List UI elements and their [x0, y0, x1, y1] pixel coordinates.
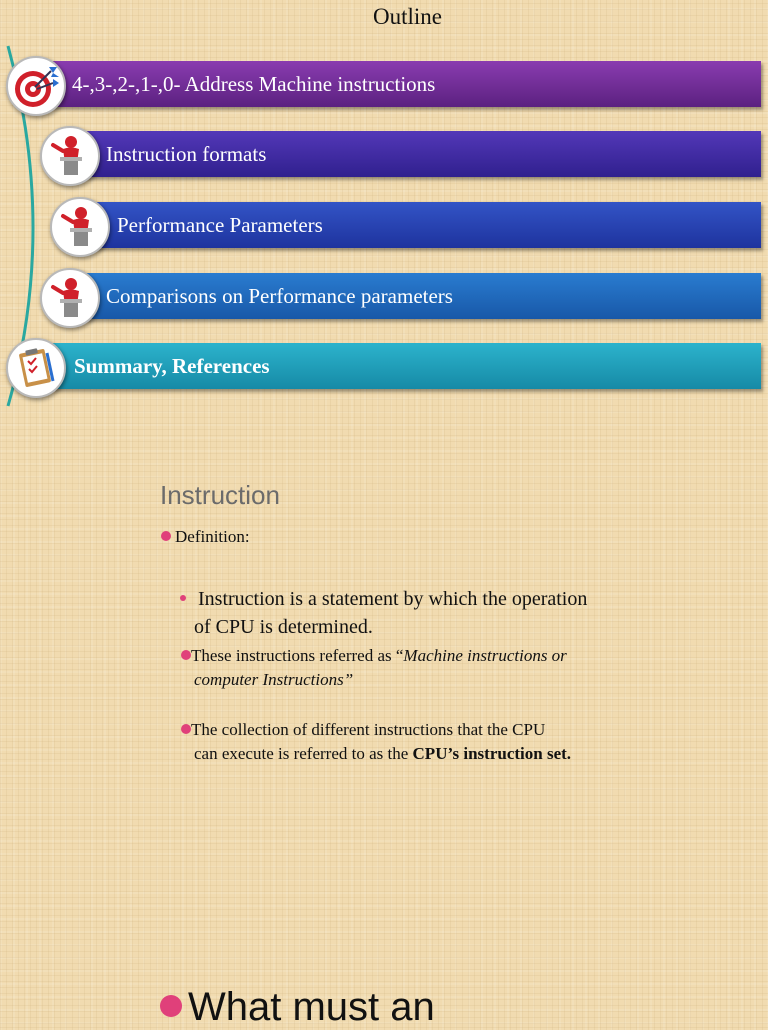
- p2-text: These instructions referred as “: [191, 646, 404, 665]
- bullet-icon: [181, 650, 191, 660]
- outline-item-label: Instruction formats: [106, 142, 267, 166]
- bullet-icon: [181, 724, 191, 734]
- outline-item-address-instructions[interactable]: [52, 61, 761, 107]
- instruction-set-paragraph: [181, 718, 606, 766]
- machine-instructions-paragraph: [181, 644, 638, 692]
- clipboard-icon: [6, 338, 66, 398]
- bullet-icon: [161, 531, 171, 541]
- p2-italic-1: Machine instructions or: [403, 646, 567, 665]
- p3-line-2: can execute is referred to as the: [194, 744, 413, 763]
- p2-close-quote: ”: [343, 670, 354, 689]
- definition-label: Definition:: [175, 527, 250, 546]
- p3-bold: CPU’s instruction set.: [412, 744, 572, 763]
- target-icon: [6, 56, 66, 116]
- presenter-icon: [40, 126, 100, 186]
- bullet-icon: [160, 995, 182, 1017]
- outline-item-label: Summary, References: [74, 354, 270, 378]
- definition-row: [161, 527, 250, 547]
- outline-title: Outline: [373, 4, 442, 29]
- presenter-icon: [50, 197, 110, 257]
- question-row: [160, 985, 435, 1030]
- bullet-icon: [180, 595, 186, 601]
- presenter-icon: [40, 268, 100, 328]
- p3-line-1: The collection of different instructions that the CPU: [191, 720, 546, 739]
- definition-line-2: of CPU is determined.: [194, 616, 373, 638]
- definition-paragraph: [180, 585, 650, 641]
- outline-item-comparisons[interactable]: [84, 273, 761, 319]
- outline-item-instruction-formats[interactable]: [84, 131, 761, 177]
- p2-italic-2: computer Instructions: [194, 670, 344, 689]
- outline-item-label: 4-,3-,2-,1-,0- Address Machine instructions: [72, 72, 436, 96]
- outline-item-label: Comparisons on Performance parameters: [106, 284, 453, 308]
- section-title: Instruction: [160, 480, 280, 510]
- question-text: What must an: [188, 985, 435, 1029]
- outline-item-label: Performance Parameters: [117, 213, 323, 237]
- outline-item-summary-references[interactable]: [52, 343, 761, 389]
- definition-line-1: Instruction is a statement by which the operation: [198, 588, 588, 610]
- outline-item-performance-parameters[interactable]: [94, 202, 761, 248]
